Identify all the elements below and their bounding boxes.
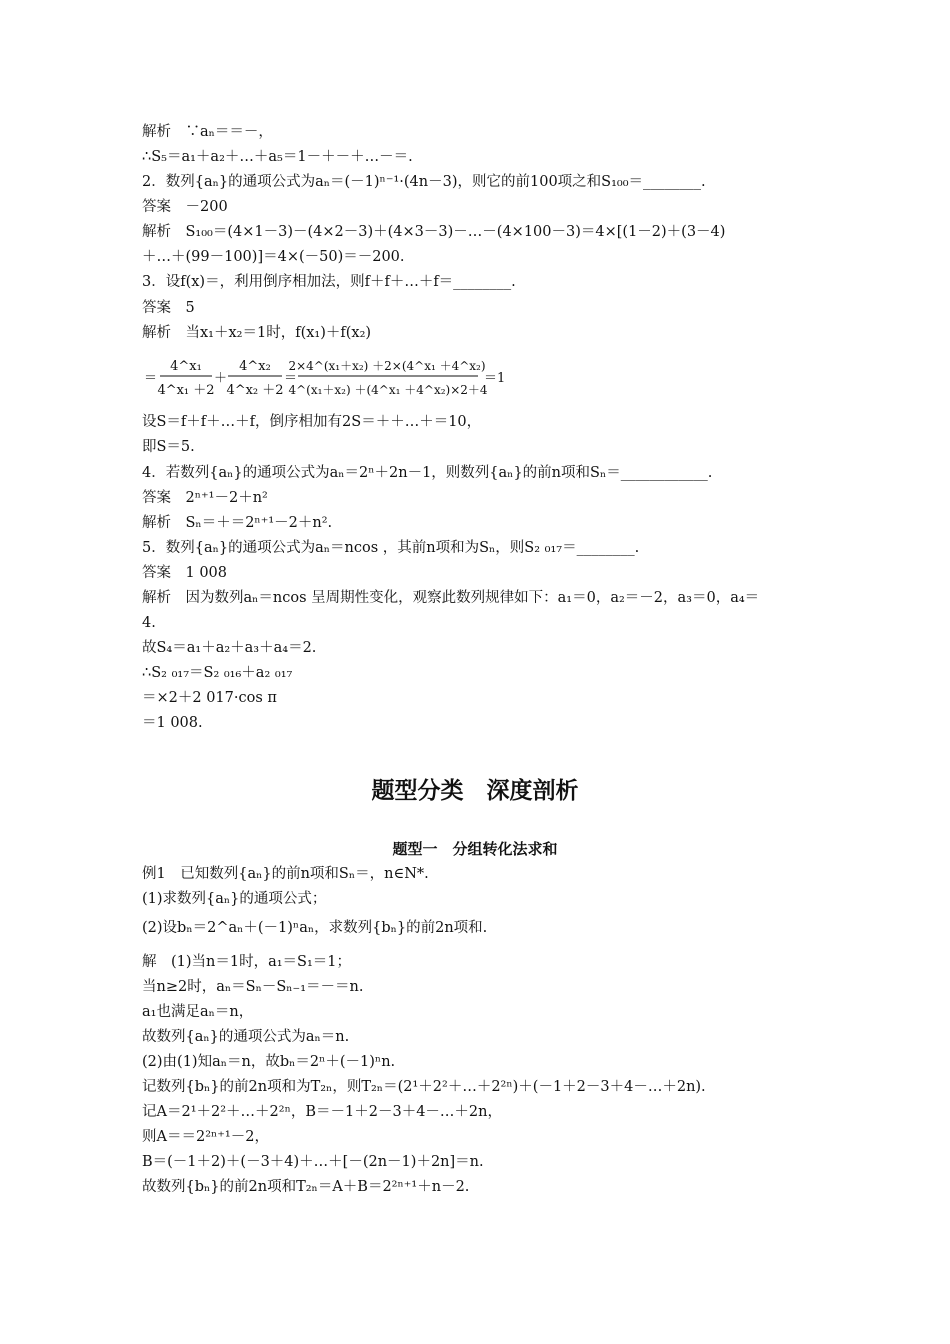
- formula-lead: ＝: [144, 371, 158, 386]
- section-title: 题型分类 深度剖析: [371, 778, 579, 804]
- text-line: (2)由(1)知aₙ＝n，故bₙ＝2ⁿ＋(－1)ⁿn.: [142, 1054, 396, 1070]
- formula-denominator: 4^(x₁＋x₂) ＋(4^x₁ ＋4^x₂)×2＋4: [288, 383, 488, 397]
- text-line: a₁也满足aₙ＝n，: [142, 1004, 254, 1020]
- text-line: 解析 Sₙ＝＋＝2ⁿ⁺¹－2＋n².: [142, 515, 333, 531]
- text-line: B＝(－1＋2)＋(－3＋4)＋…＋[－(2n－1)＋2n]＝n.: [142, 1154, 484, 1170]
- text-line: 例1 已知数列{aₙ}的前n项和Sₙ＝，n∈N*.: [142, 866, 429, 882]
- text-line: 设S＝f＋f＋…＋f，倒序相加有2S＝＋＋…＋＝10，: [142, 414, 482, 430]
- formula-plus: ＋: [214, 371, 228, 386]
- fraction-formula: [142, 352, 542, 402]
- text-line: 5．数列{aₙ}的通项公式为aₙ＝ncos ，其前n项和为Sₙ，则S₂ ₀₁₇＝________.: [142, 540, 640, 556]
- formula-denominator: 4^x₂ ＋2: [226, 383, 284, 398]
- formula-result: ＝1: [484, 371, 506, 386]
- text-line: 4.: [142, 615, 156, 631]
- text-line: (1)求数列{aₙ}的通项公式；: [142, 891, 327, 907]
- text-line: 当n≥2时，aₙ＝Sₙ－Sₙ₋₁＝－＝n.: [142, 979, 364, 995]
- text-line: 解析 S₁₀₀＝(4×1－3)－(4×2－3)＋(4×3－3)－…－(4×100－3)＝4×[(1－2)＋(3－4): [142, 224, 726, 240]
- formula-numerator: 4^x₂: [239, 359, 271, 374]
- text-line: 解析 ∵aₙ＝＝－，: [142, 124, 273, 140]
- formula-eq: ＝: [284, 371, 298, 386]
- text-line: ＋…＋(99－100)]＝4×(－50)＝－200.: [142, 249, 405, 265]
- formula-numerator: 4^x₁: [170, 359, 202, 374]
- text-line: 答案 5: [142, 300, 195, 316]
- text-line: ＝×2＋2 017·cos π: [142, 690, 277, 706]
- text-line: 故数列{aₙ}的通项公式为aₙ＝n.: [142, 1029, 350, 1045]
- text-line: 答案 －200: [142, 199, 228, 215]
- formula-numerator: 2×4^(x₁＋x₂) ＋2×(4^x₁ ＋4^x₂): [288, 359, 486, 373]
- text-line: 记A＝2¹＋2²＋…＋2²ⁿ，B＝－1＋2－3＋4－…＋2n，: [142, 1104, 502, 1120]
- text-line: ＝1 008.: [142, 715, 203, 731]
- text-line: ∴S₂ ₀₁₇＝S₂ ₀₁₆＋a₂ ₀₁₇: [142, 665, 293, 681]
- text-line: ∴S₅＝a₁＋a₂＋…＋a₅＝1－＋－＋…－＝.: [142, 149, 413, 165]
- text-line: 记数列{bₙ}的前2n项和为T₂ₙ，则T₂ₙ＝(2¹＋2²＋…＋2²ⁿ)＋(－1＋2－3＋4－…＋2n).: [142, 1079, 706, 1095]
- text-line: 答案 1 008: [142, 565, 228, 581]
- text-line: 解 (1)当n＝1时，a₁＝S₁＝1；: [142, 954, 352, 970]
- text-line: 则A＝＝2²ⁿ⁺¹－2，: [142, 1129, 269, 1145]
- text-line: 故数列{bₙ}的前2n项和T₂ₙ＝A＋B＝2²ⁿ⁺¹＋n－2.: [142, 1179, 470, 1195]
- subsection-title: 题型一 分组转化法求和: [392, 840, 558, 858]
- text-line: (2)设bₙ＝2^aₙ＋(－1)ⁿaₙ，求数列{bₙ}的前2n项和.: [142, 920, 488, 936]
- text-line: 3．设f(x)＝，利用倒序相加法，则f＋f＋…＋f＝________.: [142, 274, 516, 290]
- text-line: 即S＝5.: [142, 439, 195, 455]
- text-line: 答案 2ⁿ⁺¹－2＋n²: [142, 490, 268, 506]
- text-line: 解析 因为数列aₙ＝ncos 呈周期性变化，观察此数列规律如下：a₁＝0，a₂＝－2，a₃＝0，a₄＝: [142, 590, 760, 606]
- text-line: 解析 当x₁＋x₂＝1时，f(x₁)＋f(x₂): [142, 325, 372, 341]
- text-line: 2．数列{aₙ}的通项公式为aₙ＝(－1)ⁿ⁻¹·(4n－3)，则它的前100项之和S₁₀₀＝________.: [142, 174, 706, 190]
- text-line: 故S₄＝a₁＋a₂＋a₃＋a₄＝2.: [142, 640, 317, 656]
- formula-denominator: 4^x₁ ＋2: [157, 383, 215, 398]
- text-line: 4．若数列{aₙ}的通项公式为aₙ＝2ⁿ＋2n－1，则数列{aₙ}的前n项和Sₙ＝____________.: [142, 465, 713, 481]
